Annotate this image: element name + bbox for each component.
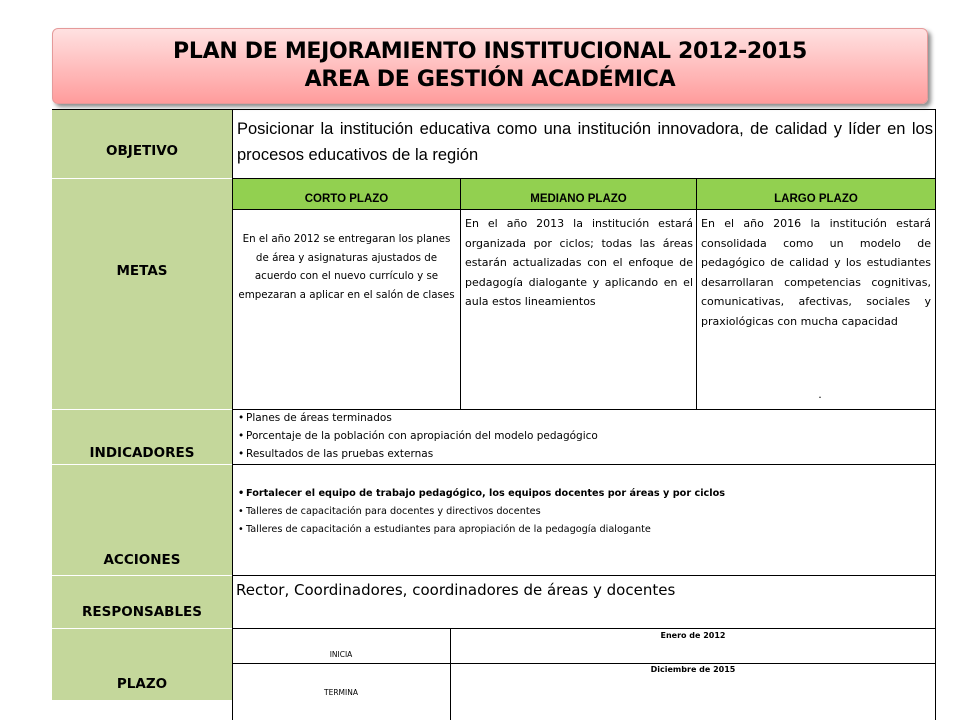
accion-item: • Talleres de capacitación para docentes y directivos docentes [246,503,927,521]
grid-line [232,409,935,410]
grid-line [935,109,936,720]
indicador-item: • Porcentaje de la población con apropiación del modelo pedagógico [246,427,927,445]
grid-line [232,628,935,629]
plazo-termina-value: Diciembre de 2015 [451,665,935,674]
grid-line [232,109,233,720]
label-responsables: RESPONSABLES [52,576,232,628]
meta-corto-plazo: En el año 2012 se entregaran los planes de área y asignaturas ajustados de acuerdo con el nuevo currículo y se empezaran a aplicar en el salón de clases [236,230,457,304]
acciones-list [237,485,927,539]
header-largo-plazo: LARGO PLAZO [774,193,858,205]
objetivo-text: Posicionar la institución educativa como una institución innovadora, de calidad y líder en los procesos educativos de la región [237,116,933,168]
title-line-1: PLAN DE MEJORAMIENTO INSTITUCIONAL 2012-2015 [173,39,807,64]
meta-mediano-plazo: En el año 2013 la institución estará organizada por ciclos; todas las áreas estarán actualizadas con el enfoque de pedagogía dialogante y aplicando en el aula estos lineamientos [465,214,693,312]
grid-line [232,575,935,576]
meta-largo-dot: . [810,388,830,401]
label-metas: METAS [52,179,232,409]
indicadores-list [237,409,927,463]
indicador-item: • Resultados de las pruebas externas [246,445,927,463]
indicador-item: • Planes de áreas terminados [246,409,927,427]
accion-item: • Talleres de capacitación a estudiantes para apropiación de la pedagogía dialogante [246,521,927,539]
responsables-text: Rector, Coordinadores, coordinadores de áreas y docentes [236,580,926,600]
label-indicadores: INDICADORES [52,410,232,464]
header-corto-plazo: CORTO PLAZO [304,193,389,205]
header-mediano-plazo: MEDIANO PLAZO [530,193,627,205]
grid-line [696,179,697,409]
grid-line [232,209,935,210]
accion-item: • Fortalecer el equipo de trabajo pedagógico, los equipos docentes por áreas y por ciclos [246,485,927,503]
title-line-2: AREA DE GESTIÓN ACADÉMICA [304,67,676,92]
grid-line [232,178,935,179]
grid-line [450,628,451,720]
plazo-termina-label: TERMINA [233,688,449,697]
title-banner [52,28,928,104]
grid-line [232,663,935,664]
grid-line [460,179,461,409]
grid-line [52,109,935,110]
label-objetivo: OBJETIVO [52,110,232,178]
plazo-inicia-label: INICIA [233,650,449,659]
grid-line [232,464,935,465]
label-plazo: PLAZO [52,629,232,700]
label-acciones: ACCIONES [52,465,232,575]
meta-largo-plazo: En el año 2016 la institución estará consolidada como un modelo de pedagógico de calidad y los estudiantes desarrollaran competencias cognitivas, comunicativas, afectivas, sociales y praxiológicas con mucha capacidad [701,214,931,331]
plazo-inicia-value: Enero de 2012 [451,631,935,640]
